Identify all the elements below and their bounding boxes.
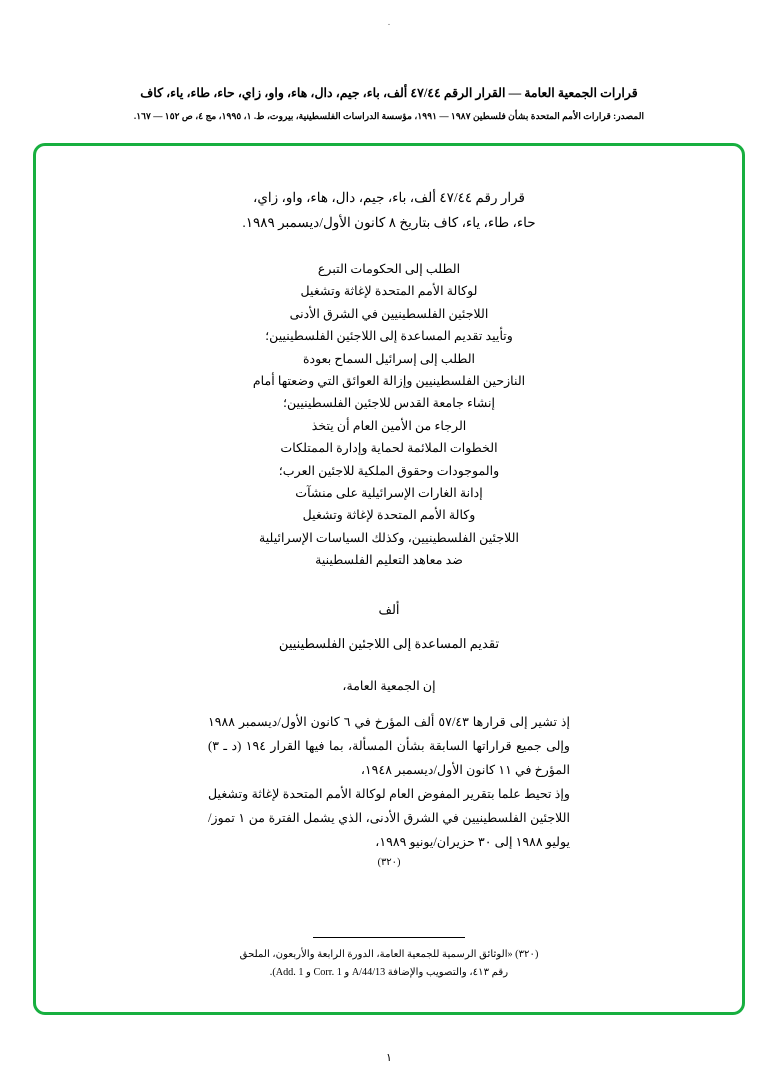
summary-line: لوكالة الأمم المتحدة لإغاثة وتشغيل xyxy=(300,284,478,299)
page-number: ١ xyxy=(386,1052,392,1064)
summary-line: وكالة الأمم المتحدة لإغاثة وتشغيل xyxy=(302,508,476,523)
summary-line: الطلب إلى الحكومات التبرع xyxy=(317,261,461,276)
resolution-heading-line-1: قرار رقم ٤٧/٤٤ ألف، باء، جيم، دال، هاء، واو، زاي، xyxy=(252,190,526,205)
section-title: تقديم المساعدة إلى اللاجئين الفلسطينيين xyxy=(278,635,500,651)
resolution-summary xyxy=(82,258,696,572)
footnote-divider xyxy=(313,937,465,938)
footnote-line: (٣٢٠) «الوثائق الرسمية للجمعية العامة، الدورة الرابعة والأربعون، الملحق xyxy=(239,949,539,961)
summary-line: اللاجئين الفلسطينيين، وكذلك السياسات الإسرائيلية xyxy=(258,530,519,545)
top-page-mark: . xyxy=(387,17,391,27)
resolution-heading xyxy=(82,186,696,236)
paragraph: وإذ تحيط علما بتقرير المفوض العام لوكالة الأمم المتحدة لإغاثة وتشغيل اللاجئين الفلسطينيين في الشرق الأدنى، الذي يشمل الفترة من ١ تموز/يوليو ١٩٨٨ إلى ٣٠ حزيران/يونيو ١٩٨٩، xyxy=(208,787,570,850)
footnote-line: رقم ٤١٣، والتصويب والإضافة A/44/13 و Corr. 1 و Add. 1). xyxy=(269,967,509,979)
framed-content xyxy=(36,146,742,1012)
summary-line: والموجودات وحقوق الملكية للاجئين العرب؛ xyxy=(278,463,500,478)
page-header xyxy=(0,84,778,123)
summary-line: إدانة الغارات الإسرائيلية على منشآت xyxy=(295,486,483,500)
summary-line: الخطوات الملائمة لحماية وإدارة الممتلكات xyxy=(280,441,498,456)
section-letter: ألف xyxy=(378,601,400,617)
assembly-preamble: إن الجمعية العامة، xyxy=(342,678,436,693)
summary-line: ضد معاهد التعليم الفلسطينية xyxy=(315,553,463,568)
header-source-line: المصدر: قرارات الأمم المتحدة بشأن فلسطين ١٩٨٧ — ١٩٩١، مؤسسة الدراسات الفلسطينية، بيروت، ط. ١، ١٩٩٥، مج ٤، ص ١٥٢ — ١٦٧. xyxy=(133,110,645,121)
summary-line: وتأييد تقديم المساعدة إلى اللاجئين الفلسطينيين؛ xyxy=(265,329,513,344)
body-paragraphs xyxy=(82,710,696,872)
green-border-frame xyxy=(33,143,745,1015)
summary-line: الرجاء من الأمين العام أن يتخذ xyxy=(311,418,467,433)
header-title: قرارات الجمعية العامة — القرار الرقم ٤٧/٤٤ ألف، باء، جيم، دال، هاء، واو، زاي، حاء، طاء، ياء، كاف xyxy=(140,86,638,100)
paragraph: إذ تشير إلى قرارها ٥٧/٤٣ ألف المؤرخ في ٦ كانون الأول/ديسمبر ١٩٨٨ وإلى جميع قراراتها السابقة بشأن المسألة، بما فيها القرار ١٩٤ (د ـ ٣) المؤرخ في ١١ كانون الأول/ديسمبر ١٩٤٨، xyxy=(208,714,570,777)
summary-line: إنشاء جامعة القدس للاجئين الفلسطينيين؛ xyxy=(282,396,496,411)
summary-line: اللاجئين الفلسطينيين في الشرق الأدنى xyxy=(289,306,489,321)
footnote-block xyxy=(82,937,696,982)
summary-line: النازحين الفلسطينيين وإزالة العوائق التي وضعتها أمام xyxy=(252,373,526,388)
paragraph-note-marker: (٣٢٠) xyxy=(377,856,401,868)
summary-line: الطلب إلى إسرائيل السماح بعودة xyxy=(302,351,476,366)
resolution-heading-line-2: حاء، طاء، ياء، كاف بتاريخ ٨ كانون الأول/ديسمبر ١٩٨٩. xyxy=(242,214,536,230)
